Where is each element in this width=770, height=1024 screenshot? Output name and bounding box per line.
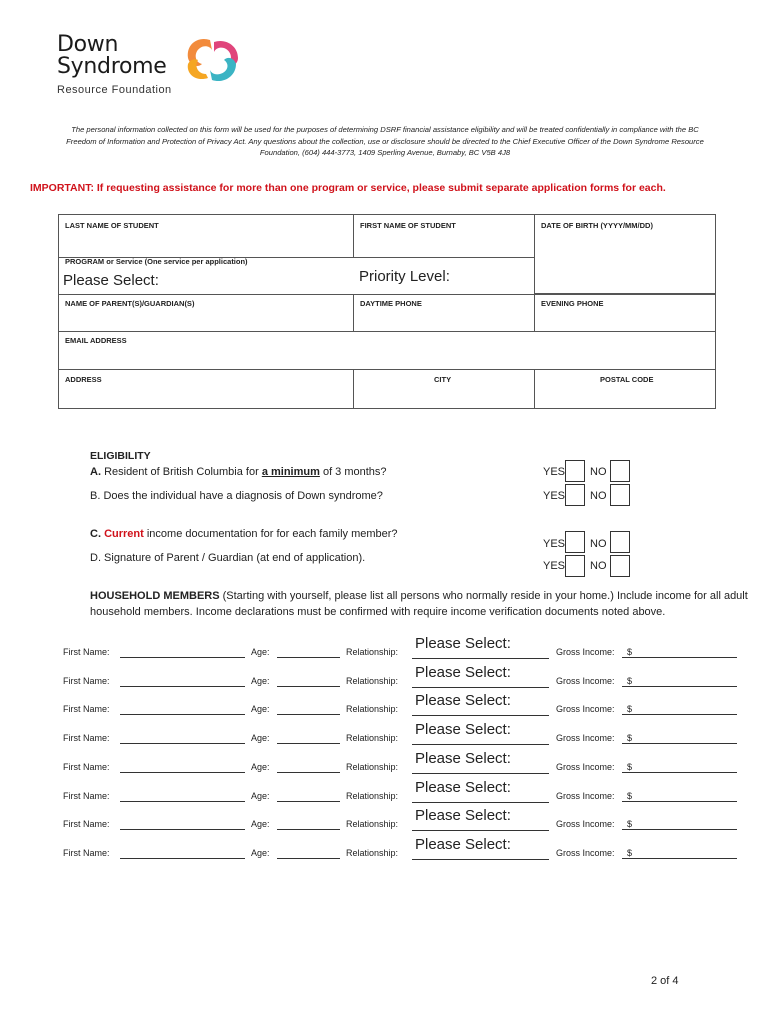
hh-relationship-underline <box>412 744 549 745</box>
yes-label-b: YES <box>543 490 566 502</box>
hh-first-name-label: First Name: <box>63 647 110 657</box>
question-c-text: income documentation for for each family member? <box>146 528 398 540</box>
hh-relationship-label: Relationship: <box>346 704 399 714</box>
hh-relationship-select[interactable]: Please Select: <box>415 692 511 709</box>
hh-relationship-select[interactable]: Please Select: <box>415 836 511 853</box>
important-notice: IMPORTANT: If requesting assistance for more than one program or service, please submit separate application forms for each. <box>30 182 666 194</box>
priority-select[interactable]: Priority Level: <box>359 266 531 288</box>
email-label: EMAIL ADDRESS <box>65 336 127 345</box>
eligibility-question-c <box>90 528 398 540</box>
last-name-label: LAST NAME OF STUDENT <box>65 221 159 230</box>
hh-dollar-sign: $ <box>627 819 633 829</box>
yes-checkbox-c[interactable] <box>565 531 585 553</box>
hh-gross-income-label: Gross Income: <box>556 791 615 801</box>
hh-gross-income-input[interactable] <box>622 657 737 658</box>
hh-relationship-underline <box>412 802 549 803</box>
question-a-text2: of 3 months? <box>322 466 387 478</box>
hh-relationship-label: Relationship: <box>346 791 399 801</box>
no-checkbox-d[interactable] <box>610 555 630 577</box>
postal-code-field[interactable] <box>534 369 716 409</box>
hh-dollar-sign: $ <box>627 704 633 714</box>
logo-line2: Syndrome <box>57 54 167 79</box>
hh-age-label: Age: <box>251 848 270 858</box>
hh-relationship-label: Relationship: <box>346 848 399 858</box>
hh-first-name-label: First Name: <box>63 848 110 858</box>
yes-checkbox-a[interactable] <box>565 460 585 482</box>
question-a-text1: Resident of British Columbia for <box>104 466 259 478</box>
hh-gross-income-label: Gross Income: <box>556 733 615 743</box>
hh-gross-income-input[interactable] <box>622 858 737 859</box>
hh-relationship-label: Relationship: <box>346 762 399 772</box>
hh-dollar-sign: $ <box>627 762 633 772</box>
email-field[interactable] <box>58 331 716 370</box>
logo-line1: Down <box>57 32 119 57</box>
eligibility-question-a <box>90 466 387 478</box>
hh-relationship-label: Relationship: <box>346 676 399 686</box>
hh-dollar-sign: $ <box>627 647 633 657</box>
address-label: ADDRESS <box>65 375 102 384</box>
hh-relationship-underline <box>412 830 549 831</box>
hh-gross-income-label: Gross Income: <box>556 762 615 772</box>
yes-label-c: YES <box>543 538 566 550</box>
hh-relationship-label: Relationship: <box>346 819 399 829</box>
hh-first-name-label: First Name: <box>63 676 110 686</box>
logo-mark-icon <box>180 34 244 86</box>
hh-dollar-sign: $ <box>627 676 633 686</box>
hh-age-label: Age: <box>251 733 270 743</box>
page-number: 2 of 4 <box>651 975 679 987</box>
hh-first-name-input[interactable] <box>120 772 245 773</box>
first-name-field[interactable] <box>353 214 535 258</box>
no-label-c: NO <box>590 538 607 550</box>
hh-age-label: Age: <box>251 819 270 829</box>
hh-relationship-label: Relationship: <box>346 733 399 743</box>
hh-relationship-underline <box>412 658 549 659</box>
program-select[interactable]: Please Select: <box>63 270 355 292</box>
logo-wordmark <box>57 34 166 78</box>
no-checkbox-a[interactable] <box>610 460 630 482</box>
program-row <box>58 257 535 295</box>
hh-gross-income-input[interactable] <box>622 686 737 687</box>
hh-age-label: Age: <box>251 704 270 714</box>
hh-age-label: Age: <box>251 676 270 686</box>
hh-relationship-underline <box>412 859 549 860</box>
household-heading: HOUSEHOLD MEMBERS <box>90 590 220 602</box>
hh-gross-income-label: Gross Income: <box>556 819 615 829</box>
hh-relationship-select[interactable]: Please Select: <box>415 807 511 824</box>
hh-first-name-label: First Name: <box>63 819 110 829</box>
hh-relationship-label: Relationship: <box>346 647 399 657</box>
hh-relationship-select[interactable]: Please Select: <box>415 664 511 681</box>
question-a-emphasis: a minimum <box>261 466 320 478</box>
no-checkbox-c[interactable] <box>610 531 630 553</box>
hh-age-label: Age: <box>251 647 270 657</box>
evening-phone-label: EVENING PHONE <box>541 299 604 308</box>
yes-checkbox-d[interactable] <box>565 555 585 577</box>
hh-age-input[interactable] <box>277 686 340 687</box>
first-name-label: FIRST NAME OF STUDENT <box>360 221 456 230</box>
eligibility-question-d: D. Signature of Parent / Guardian (at end of application). <box>90 552 366 564</box>
parent-name-field[interactable] <box>58 294 354 332</box>
hh-first-name-label: First Name: <box>63 704 110 714</box>
last-name-field[interactable] <box>58 214 354 258</box>
hh-relationship-select[interactable]: Please Select: <box>415 750 511 767</box>
yes-label-a: YES <box>543 466 566 478</box>
hh-age-input[interactable] <box>277 714 340 715</box>
no-label-a: NO <box>590 466 607 478</box>
evening-phone-field[interactable] <box>534 294 716 332</box>
household-intro <box>90 588 750 620</box>
hh-first-name-input[interactable] <box>120 801 245 802</box>
address-field[interactable] <box>58 369 354 409</box>
hh-first-name-input[interactable] <box>120 686 245 687</box>
hh-first-name-input[interactable] <box>120 657 245 658</box>
hh-age-input[interactable] <box>277 772 340 773</box>
hh-first-name-input[interactable] <box>120 714 245 715</box>
eligibility-question-b: B. Does the individual have a diagnosis of Down syndrome? <box>90 490 383 502</box>
hh-gross-income-input[interactable] <box>622 743 737 744</box>
hh-gross-income-label: Gross Income: <box>556 704 615 714</box>
city-label: CITY <box>434 375 452 384</box>
hh-dollar-sign: $ <box>627 791 633 801</box>
hh-first-name-input[interactable] <box>120 829 245 830</box>
hh-first-name-input[interactable] <box>120 858 245 859</box>
daytime-phone-field[interactable] <box>353 294 535 332</box>
program-label: PROGRAM or Service (One service per application) <box>65 257 248 266</box>
hh-gross-income-input[interactable] <box>622 829 737 830</box>
logo-subtitle: Resource Foundation <box>57 84 172 96</box>
no-label-b: NO <box>590 490 607 502</box>
hh-relationship-underline <box>412 773 549 774</box>
city-field[interactable] <box>353 369 535 409</box>
hh-dollar-sign: $ <box>627 733 633 743</box>
hh-age-label: Age: <box>251 762 270 772</box>
hh-gross-income-input[interactable] <box>622 801 737 802</box>
question-c-prefix: C. <box>90 528 101 540</box>
hh-gross-income-input[interactable] <box>622 772 737 773</box>
hh-first-name-label: First Name: <box>63 733 110 743</box>
hh-age-input[interactable] <box>277 858 340 859</box>
yes-label-d: YES <box>543 560 566 572</box>
no-label-d: NO <box>590 560 607 572</box>
household-intro-text: (Starting with yourself, please list all persons who normally reside in your home.) Include income for all adult household members. Income declarations must be confirmed with require income verification documents noted above. <box>90 590 748 618</box>
eligibility-heading: ELIGIBILITY <box>90 450 151 462</box>
postal-code-label: POSTAL CODE <box>600 375 654 384</box>
hh-relationship-underline <box>412 715 549 716</box>
question-a-prefix: A. <box>90 466 101 478</box>
hh-dollar-sign: $ <box>627 848 633 858</box>
daytime-phone-label: DAYTIME PHONE <box>360 299 422 308</box>
dob-field[interactable] <box>534 214 716 294</box>
yes-checkbox-b[interactable] <box>565 484 585 506</box>
hh-first-name-label: First Name: <box>63 791 110 801</box>
hh-relationship-select[interactable]: Please Select: <box>415 635 511 652</box>
question-c-emphasis: Current <box>104 528 144 540</box>
hh-gross-income-label: Gross Income: <box>556 676 615 686</box>
hh-relationship-select[interactable]: Please Select: <box>415 779 511 796</box>
hh-relationship-select[interactable]: Please Select: <box>415 721 511 738</box>
hh-gross-income-label: Gross Income: <box>556 647 615 657</box>
hh-gross-income-label: Gross Income: <box>556 848 615 858</box>
hh-age-input[interactable] <box>277 801 340 802</box>
hh-first-name-label: First Name: <box>63 762 110 772</box>
privacy-notice: The personal information collected on this form will be used for the purposes of determining DSRF financial assistance eligibility and will be treated confidentially in compliance with the BC Freedom of Information and Protection of Privacy Act. Any questions about the collection, use or disclosure should be directed to the Chief Executive Officer of the Down Syndrome Resource Foundation, (604) 444-3773, 1409 Sperling Avenue, Burnaby, BC V5B 4J8 <box>66 125 704 157</box>
hh-relationship-underline <box>412 687 549 688</box>
hh-age-input[interactable] <box>277 743 340 744</box>
hh-first-name-input[interactable] <box>120 743 245 744</box>
hh-age-input[interactable] <box>277 657 340 658</box>
hh-age-input[interactable] <box>277 829 340 830</box>
no-checkbox-b[interactable] <box>610 484 630 506</box>
parent-name-label: NAME OF PARENT(S)/GUARDIAN(S) <box>65 299 195 308</box>
dob-label: DATE OF BIRTH (YYYY/MM/DD) <box>541 221 653 230</box>
hh-age-label: Age: <box>251 791 270 801</box>
hh-gross-income-input[interactable] <box>622 714 737 715</box>
